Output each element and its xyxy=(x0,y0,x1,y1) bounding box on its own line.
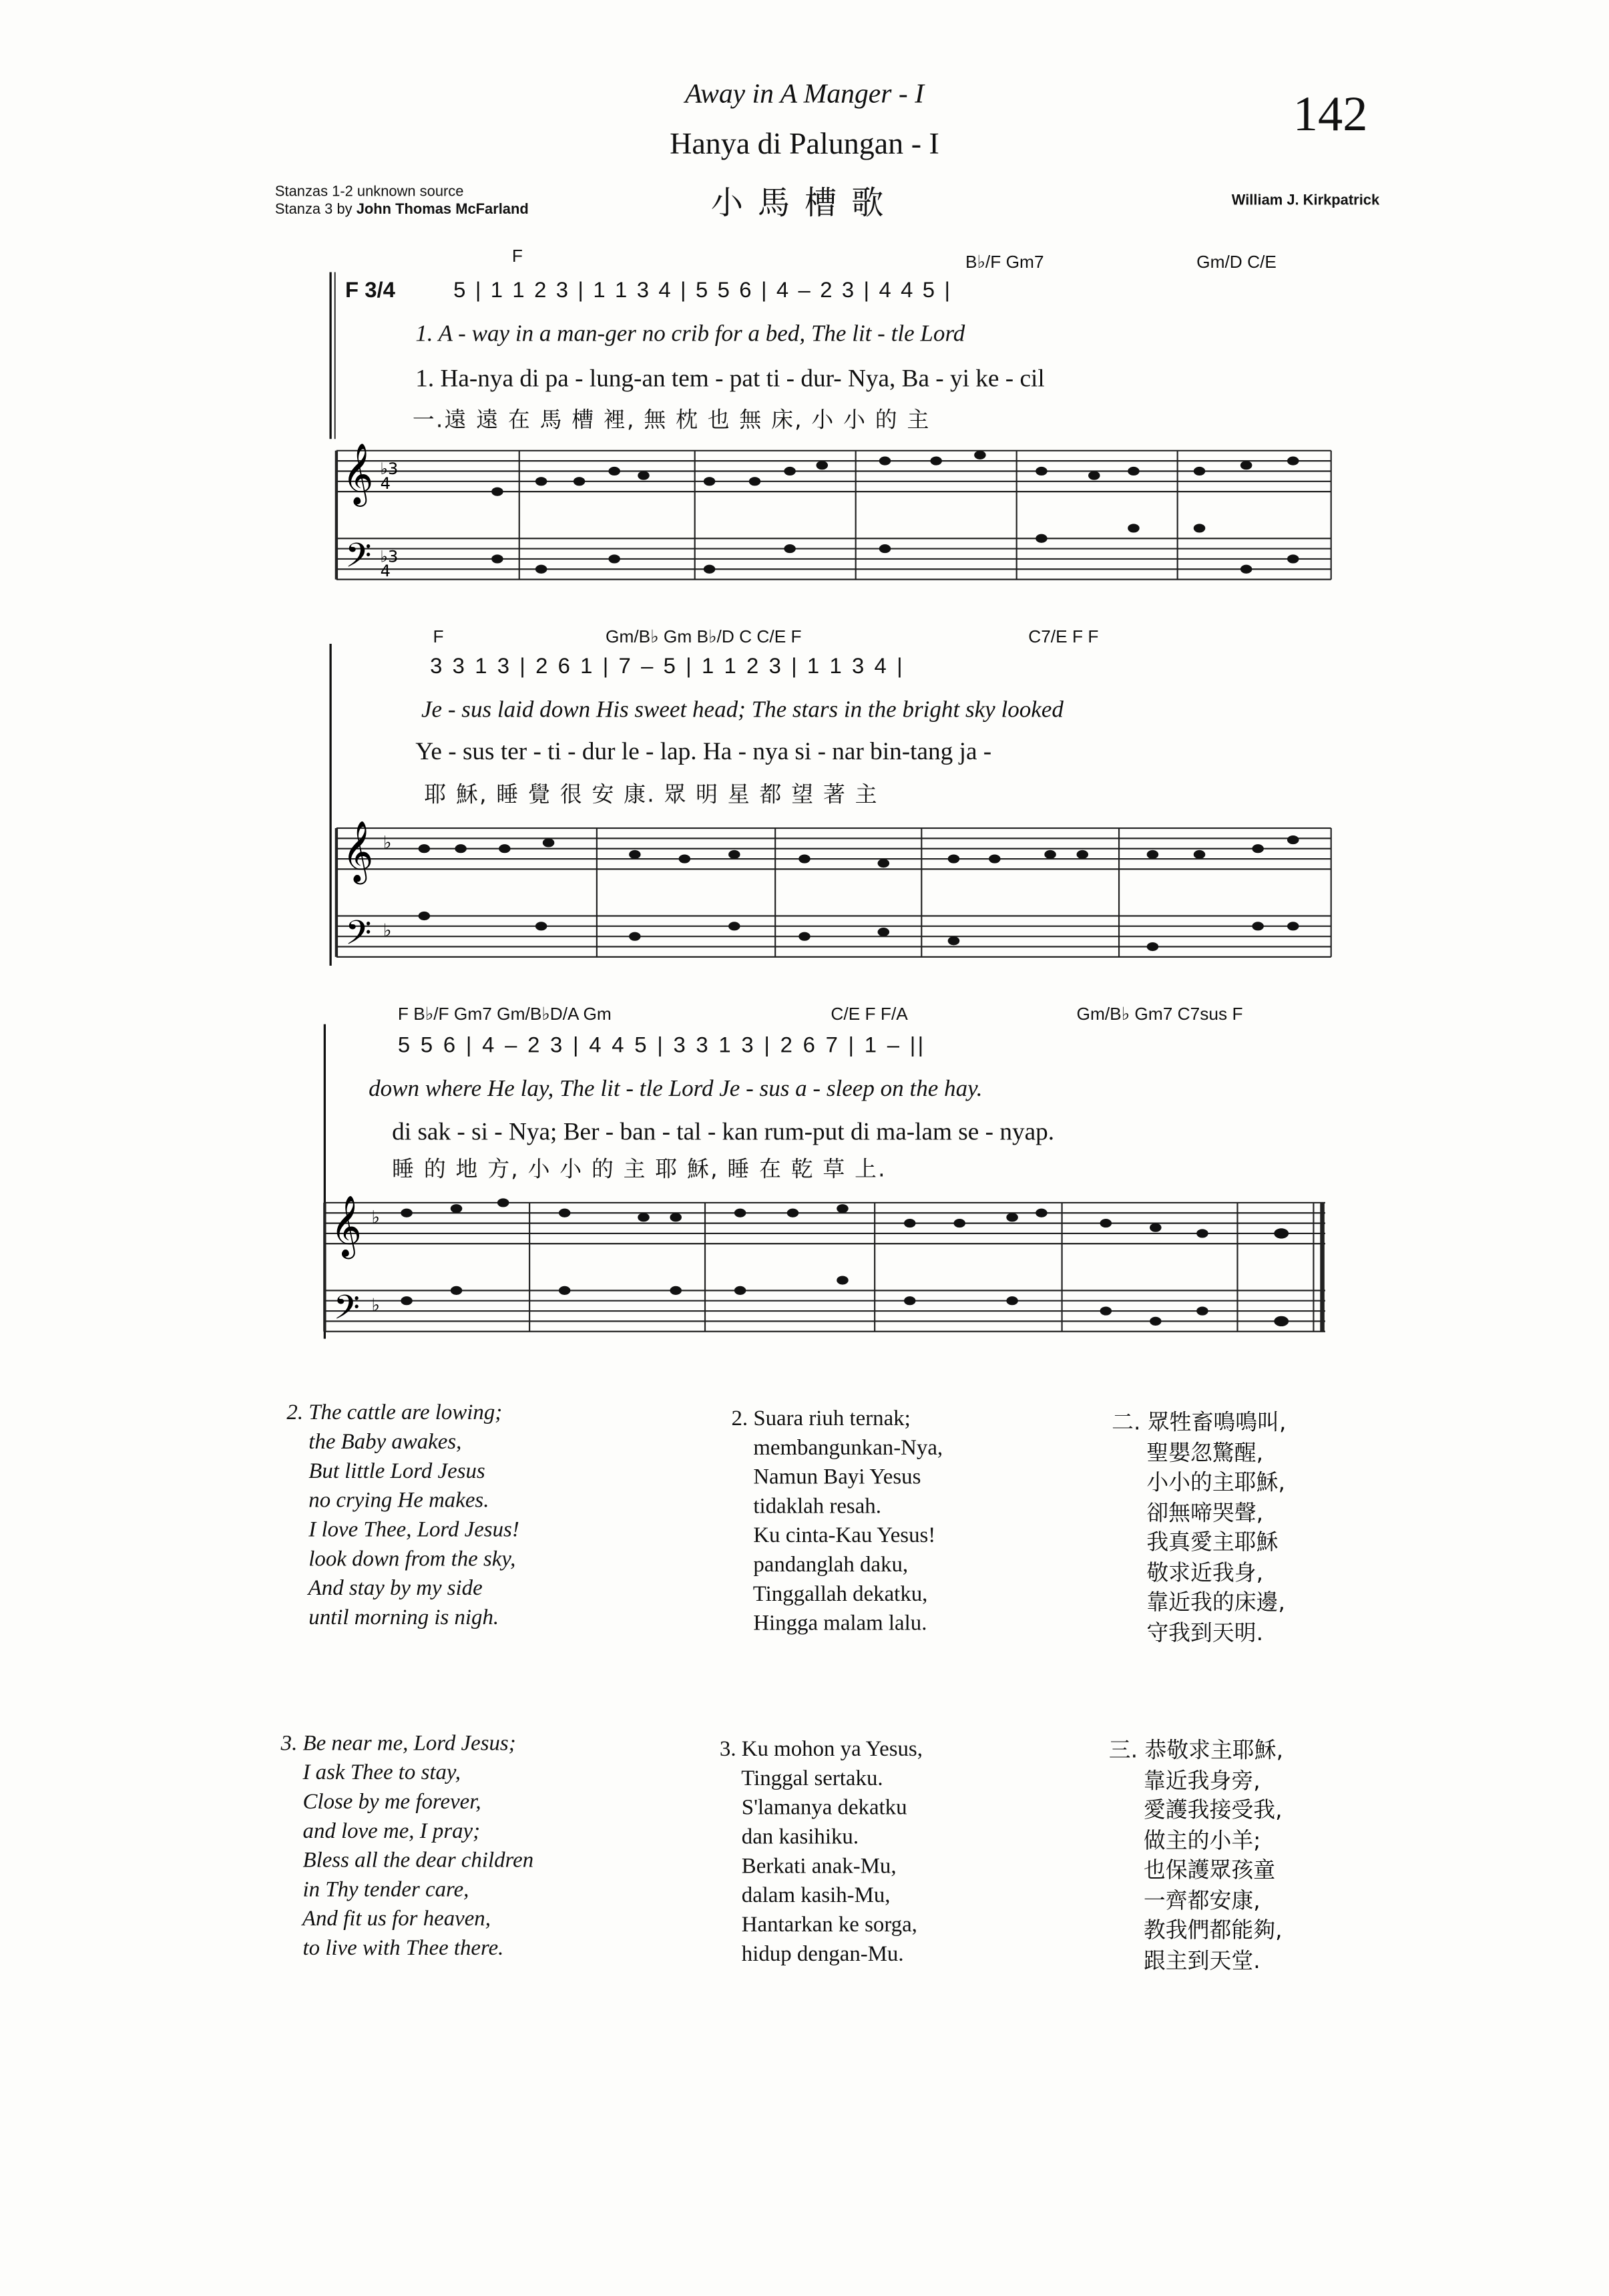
source-line-2: Stanza 3 by John Thomas McFarland xyxy=(274,202,529,218)
verse-2-english: 2. The cattle are lowing; the Baby awakes, But little Lord Jesus no crying He makes. I love Thee, Lord Jesus! look down from the sky, And stay by my side until morning is nigh. xyxy=(286,1401,519,1630)
key-signature-label: F 3/4 xyxy=(345,278,395,303)
lyric-chinese-2: 耶 穌, 睡 覺 很 安 康. 眾 明 星 都 望 著 主 xyxy=(424,781,879,808)
lyric-indonesian-1: 1. Ha-nya di pa - lung-an tem - pat ti - dur- Nya, Ba - yi ke - cil xyxy=(415,364,1045,393)
verse-3-chinese: 三. 恭敬求主耶穌, 靠近我身旁, 愛護我接受我, 做主的小羊; 也保護眾孩童 一齊都安康, 教我們都能夠, 跟主到天堂. xyxy=(1108,1736,1284,1973)
chord-line-3c: Gm/B♭ Gm7 C7sus F xyxy=(1076,1003,1243,1024)
hymn-number: 142 xyxy=(1293,87,1368,142)
svg-text:𝄞: 𝄞 xyxy=(342,443,374,505)
grand-staff-3 xyxy=(316,1188,1340,1364)
svg-text:♭3: ♭3 xyxy=(380,459,399,478)
lyric-english-2: Je - sus laid down His sweet head; The stars in the bright sky looked xyxy=(421,698,1064,723)
lyric-chinese-3: 睡 的 地 方, 小 小 的 主 耶 穌, 睡 在 乾 草 上. xyxy=(392,1155,887,1183)
source-line-1: Stanzas 1-2 unknown source xyxy=(274,184,464,201)
svg-text:♭: ♭ xyxy=(371,1207,380,1228)
svg-text:𝄢: 𝄢 xyxy=(345,536,372,584)
verse-2-chinese: 二. 眾牲畜鳴鳴叫, 聖嬰忽驚醒, 小小的主耶穌, 卻無啼哭聲, 我真愛主耶穌 敬求近我身, 靠近我的床邊, 守我到天明. xyxy=(1112,1408,1287,1646)
jianpu-line-2: 3 3 1 3 | 2 6 1 | 7 – 5 | 1 1 2 3 | 1 1 3 4 | xyxy=(430,654,905,679)
chord-line-3a: F B♭/F Gm7 Gm/B♭D/A Gm xyxy=(397,1003,612,1024)
author-name: John Thomas McFarland xyxy=(356,202,529,218)
verse-3-english: 3. Be near me, Lord Jesus; I ask Thee to stay, Close by me forever, and love me, I pray; Bless all the dear children in Thy tender care, And fit us for heaven, to live with Thee there. xyxy=(280,1732,534,1961)
svg-text:♭3: ♭3 xyxy=(380,547,399,566)
lyric-indonesian-3: di sak - si - Nya; Ber - ban - tal - kan rum-put di ma-lam se - nyap. xyxy=(392,1117,1055,1146)
title-english: Away in A Manger - I xyxy=(684,79,924,110)
verse-3-indonesian: 3. Ku mohon ya Yesus, Tinggal sertaku. S'lamanya dekatku dan kasihiku. Berkati anak-Mu, dalam kasih-Mu, Hantarkan ke sorga, hidup dengan-Mu. xyxy=(719,1738,923,1967)
jianpu-line-1: 5 | 1 1 2 3 | 1 1 3 4 | 5 5 6 | 4 – 2 3 | 4 4 5 | xyxy=(453,278,952,303)
lyric-chinese-1: 一.遠 遠 在 馬 槽 裡, 無 枕 也 無 床, 小 小 的 主 xyxy=(412,407,931,433)
svg-text:4: 4 xyxy=(380,562,391,581)
composer-credit: William J. Kirkpatrick xyxy=(1231,193,1380,210)
svg-text:♭: ♭ xyxy=(371,1296,380,1316)
lyric-indonesian-2: Ye - sus ter - ti - dur le - lap. Ha - nya si - nar bin-tang ja - xyxy=(415,737,992,765)
svg-text:𝄞: 𝄞 xyxy=(330,1195,362,1257)
svg-text:𝄢: 𝄢 xyxy=(345,914,372,962)
chord-line-2c: C7/E F F xyxy=(1028,626,1099,647)
title-chinese: 小馬槽歌 xyxy=(710,186,899,223)
chord-line-1c: Gm/D C/E xyxy=(1196,251,1277,272)
title-indonesian: Hanya di Palungan - I xyxy=(670,126,939,161)
chord-line-2b: Gm/B♭ Gm B♭/D C C/E F xyxy=(606,626,802,647)
lyric-english-1: 1. A - way in a man-ger no crib for a bed, The lit - tle Lord xyxy=(415,321,965,347)
chord-line-2a: F xyxy=(433,626,444,647)
svg-text:4: 4 xyxy=(380,473,391,493)
svg-text:♭: ♭ xyxy=(383,833,392,853)
svg-text:𝄞: 𝄞 xyxy=(342,820,374,882)
chord-line-1b: B♭/F Gm7 xyxy=(965,251,1044,272)
chord-line-3b: C/E F F/A xyxy=(831,1003,908,1024)
svg-text:𝄢: 𝄢 xyxy=(333,1288,360,1336)
verse-2-indonesian: 2. Suara riuh ternak; membangunkan-Nya, Namun Bayi Yesus tidaklah resah. Ku cinta-Kau Yesus! pandanglah daku, Tinggallah dekatku, Hingga malam lalu. xyxy=(731,1407,943,1636)
lyric-english-3: down where He lay, The lit - tle Lord Je - sus a - sleep on the hay. xyxy=(369,1077,983,1102)
jianpu-line-3: 5 5 6 | 4 – 2 3 | 4 4 5 | 3 3 1 3 | 2 6 7 | 1 – || xyxy=(397,1032,926,1059)
chord-line-1a: F xyxy=(511,246,523,266)
svg-text:♭: ♭ xyxy=(383,921,392,942)
